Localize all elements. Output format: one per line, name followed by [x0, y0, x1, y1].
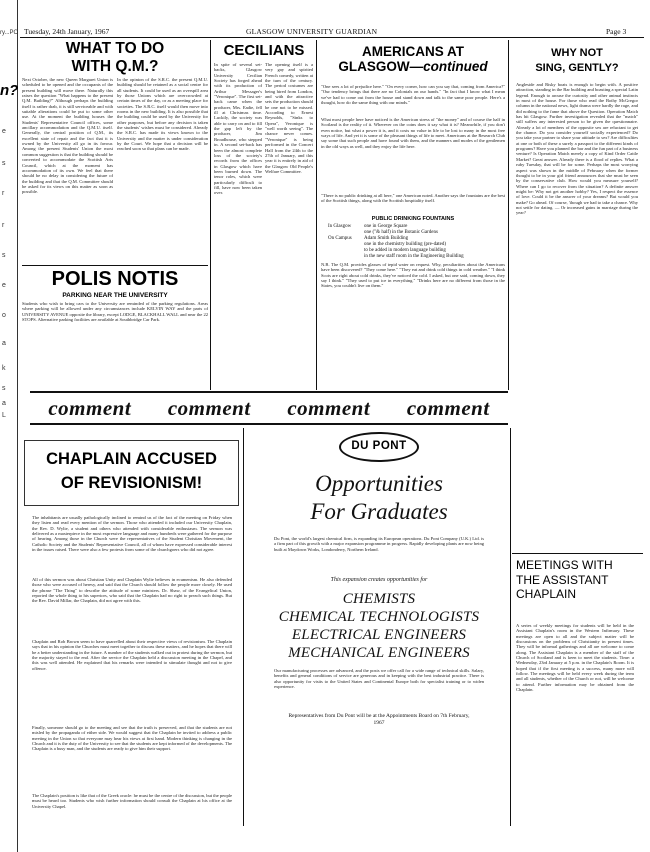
fragment-text: s: [2, 385, 6, 392]
column-rule: [510, 428, 511, 826]
fountain-detail: Adam Smith Building: [364, 236, 409, 241]
cecilians-col1: In spite of several set-backs, Glasgow University Cecilian Society has forged ahead with its production of Arthur Messager's "Veronique". The first set-back came when the producer, Mrs. Eadie, fell ill at Christmas time. Luckily, the society was able to carry on and to fill the gap left by the producer, Jim Broadhouse, who stepped in. A second set-back has been the almost complete loss of the society's records from the offices in Glasgow which have been burned down. The tenor roles, which were particularly difficult to fill, have now been taken over.: [214, 62, 262, 196]
cecilians-col2: The opening itself is a very gay and spirited French comedy, written at the turn of the century. The period costumes are being hired from London, and with the attractive sets the production should be one not to be missed. According to Ernest Reynolds, "Sinks to Opera", Veronique is "well worth seeing". The chance never comes. "Veronique" is being performed in the Concert Hall from the 24th to the 27th of January, and this year it is entirely in aid of the Glasgow Old People's Welfare Committee.: [265, 62, 313, 174]
fragment-text: n?: [0, 82, 19, 99]
column-rule: [316, 40, 317, 390]
dupont-title-line1: Opportunities: [315, 471, 443, 496]
americans-headline-continued: —continued: [409, 59, 488, 74]
americans-para3: "There is no public drinking at all here," one American noted. Another says the fountains are the best of the Scottish things, along with the Scottish hospitality itself.: [321, 193, 505, 204]
qmu-headline: [22, 40, 208, 76]
why-not-headline: [511, 46, 643, 76]
column-rule: [243, 428, 244, 826]
fragment-text: s: [2, 252, 6, 259]
dupont-title: [256, 470, 502, 526]
column-rule: [210, 40, 211, 390]
fountain-row: [328, 254, 503, 260]
qmu-col2: In the opinion of the S.R.C. the present Q.M.U. building should be retained as a social centre for all students. It could be used as an overspill area by those Unions which are overcrowded at certain times of the day, or as a meeting place for societies. The S.R.C. itself would then move into rooms in the new building. It is also possible that the building could be used by the University for other purposes, but before any decision is taken the students' wishes must be considered. Already the S.R.C. has made its views known to the University and the matter is under consideration by the Court. We hope that a decision will be reached soon so that plans can be made.: [117, 77, 208, 152]
meetings-rule: [512, 553, 643, 554]
dupont-ad: [256, 430, 502, 825]
masthead-title: GLASGOW UNIVERSITY GUARDIAN: [246, 27, 378, 36]
fragment-text: ry...PO: [0, 30, 19, 36]
fragment-text: a: [2, 340, 6, 347]
comment-word: comment: [167, 395, 251, 420]
fountain-detail: to be added in modern language building: [364, 248, 446, 253]
chaplain-para3: Chaplain and Rob Brown seem to have quarrelled about their respective views of revisionism. The Chaplain says that in his opinion the Churches must meet together to discuss these matters, and he hopes that there will be a better understanding in the future. A number of the students walked out in protest during the sermon, but the majority stayed to the end. After the service the Chaplain held a discussion meeting in the Chapel, and this was well attended. He explained that his remarks were intended to stimulate thought and not to give offence.: [32, 639, 232, 671]
americans-para4: N.B. The Q.M. provides glasses of tepid water on request. Why, peculiarities about the Americans have been discovered? "They come here." "They eat and drink cold things in cold weather." "I think Scots are right about cold drinks, they've noticed the cold. I asked, but one said, coming down, they say I think." "They used to put ice in everything." "Drinks here are no different from those in the States, you couldn't live on them.": [321, 262, 505, 289]
fragment-text: e: [2, 128, 6, 135]
americans-headline-line2: [318, 59, 508, 74]
dupont-logo-text: DU PONT: [351, 440, 407, 452]
why-not-headline-line1: WHY NOT: [551, 47, 603, 59]
comment-banner: [30, 395, 508, 421]
masthead-page: Page 3: [606, 27, 627, 36]
meetings-body: A series of weekly meetings for students will be held in the Assistant Chaplain's room in the Western Infirmary. These meetings are open to all and the subject matter will be discussions on the problems of Christianity in present times. They will be informal gatherings and all are welcome to come along. The Assistant Chaplain is a member of the staff of the Church of Scotland and is keen to meet the students. Time: a Wednesday, 23rd January at 5 p.m. in the Chaplain's Room. It is hoped that if the first meeting is a success, many more will follow. The meetings will be held every week during the term and all students, whether of the Church or not, will be welcome to attend. Further information may be obtained from the Chaplain.: [516, 623, 634, 693]
americans-headline-line1: AMERICANS AT: [362, 44, 464, 59]
chaplain-para5: The Chaplain's position is like that of the Greek oracle: he must be the centre of the discussion, but the people must be heard too. Students who wish further information should consult the Chaplain at his office at the University Chapel.: [32, 793, 232, 809]
americans-para1: "One sees a lot of prejudice here." "On every corner, how can you say that, coming from America?" "Our tendency brings that there are no Colonials on our hands." "In fact that I know what I mean we've had to come out from the house and stand down and talk to the same poor people. Here's a thought, how do the same thing with our minds.": [321, 84, 505, 106]
fragment-text: r: [2, 190, 5, 197]
polis-subhead: PARKING NEAR THE UNIVERSITY: [62, 292, 168, 299]
fountains-list: [328, 224, 503, 260]
americans-para2: What most people here have noticed is the American stress of "the money" and of course the half in Scotland is the reality of it. Wherever on the coins does it say what it is? Meanwhile, if you don't even notice, but what a power it is, and it costs no value in life to be lost to many in the most free ways of life. And yet it is some of the pleasant things of life to meet. Americans at the Research Club say some that such people and have found with them, and the manners and modes of the gentlemen in the old ways as well, and they enjoy the life here.: [321, 117, 505, 149]
fountain-detail: one in the chemistry building (pre-dated): [364, 242, 447, 247]
qmu-col1: Next October, the new Queen Margaret Union is scheduled to be opened and the occupants of the present building will move there. Naturally this raises the question "What happens to the present Q.M. Building?" Although perhaps the building itself is rather drab, it is still serviceable and with suitable alterations could be put to some other use. At the moment the building houses the Students' Representative Council offices, some ancillary accommodation and the Q.M.U. itself. Generally, the central position of Q.M., its excellent state of repair and the fact that it is owned by the University all go in its favour. Among the present Students' Union the most common suggestion is that the building should be converted to accommodate the Scottish Arts Council, which at the moment has accommodation of its own. We feel that there should be no delay in considering the future of the building and that the Q.M. Committee should be asked for its views on this matter as soon as possible.: [22, 77, 113, 195]
why-not-headline-line2: SING, GENTLY?: [535, 62, 619, 74]
fountain-place: In Glasgow: [328, 224, 352, 229]
discipline-item: CHEMISTS: [342, 591, 416, 607]
dupont-logo: [339, 432, 419, 462]
fragment-text: a: [2, 400, 6, 407]
dupont-subhead: This expansion creates opportunities for: [330, 577, 428, 583]
comment-rule-bottom: [30, 423, 508, 425]
chaplain-headline-line2: OF REVISIONISM!: [60, 474, 203, 492]
fountain-detail: one ("& half) in the Botanic Gardens: [364, 230, 438, 235]
fragment-text: r: [2, 222, 5, 229]
fragment-text: k: [2, 365, 6, 372]
meetings-headline: MEETINGS WITH THE ASSISTANT CHAPLAIN: [516, 558, 613, 601]
comment-word: comment: [406, 395, 490, 420]
dupont-intro: Du Pont, the world's largest chemical firm, is expanding its European operations. Du Pont Company (U.K.) Ltd. is a firm part of this growth with a major expansion programme in progress. Rapidly developing plants are now being built at Maydown Works, Londonderry, Northern Ireland.: [274, 536, 484, 552]
fragment-text: L: [2, 412, 6, 419]
left-page-fragment: [0, 0, 18, 852]
section-divider: [22, 265, 208, 266]
dupont-disciplines: [256, 590, 502, 662]
cecilians-headline: CECILIANS: [223, 42, 305, 59]
chaplain-headline-line1: CHAPLAIN ACCUSED: [46, 450, 217, 468]
dupont-body: Our manufacturing processes are advanced, and the posts we offer call for a wide range of technical skills. Salary, benefits and general conditions of service are generous and in keeping with the best industrial practice. There is also opportunity for visits to the United States and Continental Europe both for specialist training or to widen experience.: [274, 668, 484, 690]
fountains-title: PUBLIC DRINKING FOUNTAINS: [371, 216, 455, 222]
masthead-rule: [20, 37, 644, 38]
why-not-body: Angleside and Risky boats is enough to begin with. A positive attraction, standing in the Bar building and boasting a special Latin legend. Enough to arouse the curiosity and other animal instincts in most of the house. For those who read the Bothy McGregor column in the national news, light drama were hardly the rage, and did nothing to the fame that above the Question. Operation Match has hit Glasgow. Further investigation revealed that the "match" still suffers any interested person to be given the questionnaire. Already a lot of members of the opposite sex are reluctant to get the chance. Do you consider yourself socially experienced? Do you take your partner to share your attitude to sex? Are difficulties at one or both of these a surely a passport to the different kinds of programs? Have you planned the bar and the fun part of a business venture? Is Operation Match merely a copy of Kind Order Cattle Market? Great answer. Already there is a flood of replies. What a ruby Tuesday, that will be for some. Perhaps the most worrying aspect was shown in the middle of February when the former thought to be in your girl friend announces that she must be seen by the conservative club. How would you measure yourself? Where can I go to recover from the situation? A definite answer might be: Why not get another hobby? Yes, I respect the essence of love. Could it be the answer of your dreams? But would you make? Go ahead. Of course, 'though we had to take a chance. Why not settle for dating. — Or increased gains in marriage during the year?: [516, 82, 638, 216]
polis-headline: POLIS NOTIS: [51, 268, 179, 290]
fountain-place: On Campus: [328, 236, 352, 241]
polis-body: Students who wish to bring cars to the University are reminded of the parking regulations. Areas where parking will be allowed under any circumstances include KELVIN WAY and the parts of UNIVERSITY AVENUE opposite the library, except LODGE, BLACKHALL WALL and near the 22 STOPS. Alternative parking facilities are available at Southbridge Car Park.: [22, 301, 208, 323]
americans-headline-glasgow: GLASGOW: [338, 59, 410, 74]
chaplain-para1: The inhabitants are usually pathologically inclined to remind us of the fact of the meeting on Friday when they listen and read every mention of the sermon. Those who attended it included our University Chaplain, the Rev. D. Wylie, a student and others who attended with considerable enthusiasm. The sermon was delivered as a masterpiece in the most expressive language and many hundreds were gathered for the purpose of hearing. Among those in the Church were the representatives of the Student Christian Movement, the Catholic Society and the Students' Representative Council, all of whom have expressed considerable interest in the issues raised. There were also a few protests from some of the churchgoers who did not agree.: [32, 515, 232, 553]
column-rule: [508, 40, 509, 390]
qmu-headline-line2: WITH Q.M.?: [71, 58, 159, 75]
chaplain-para4: Finally, someone should go to the meeting and see that the truth is preserved, and that the students are not misled by the propaganda of either side. We would suggest that the Chaplain be invited to address a public meeting in the Union so that everyone may hear his views at first hand. Modern thinking is changing in the Church and it is the duty of the University to see that the students are kept informed of the developments. The Chaplain is a busy man, and the students are ready to give him their support.: [32, 725, 232, 752]
discipline-item: ELECTRICAL ENGINEERS: [291, 627, 467, 643]
fragment-text: o: [2, 312, 6, 319]
qmu-headline-line1: WHAT TO DO: [65, 40, 165, 57]
dupont-title-line2: For Graduates: [310, 499, 448, 524]
masthead-date: Tuesday, 24th January, 1967: [24, 27, 110, 36]
fragment-text: s: [2, 160, 6, 167]
dupont-footer: Representatives from Du Pont will be at the Appointments Board on 7th February, 1967: [288, 713, 470, 726]
chaplain-headline-box: [24, 440, 239, 506]
comment-word: comment: [48, 395, 132, 420]
discipline-item: MECHANICAL ENGINEERS: [288, 645, 470, 661]
fountain-detail: one in George Square: [364, 224, 408, 229]
fountain-detail: in the new staff room in the Engineering Building: [364, 254, 464, 259]
fragment-text: e: [2, 282, 6, 289]
americans-headline: [318, 44, 508, 74]
discipline-item: CHEMICAL TECHNOLOGISTS: [278, 609, 480, 625]
comment-word: comment: [287, 395, 371, 420]
comment-rule-top: [30, 391, 508, 393]
chaplain-para2: All of this sermon was about Christian Unity and Chaplain Wylie believes in ecumenism. He also defended those who were accused of heresy, and said that the Church should follow the people more closely. He used the phrase "The Thing" to describe the attitude of some ministers. Dr. Shaw, of the Evangelical Union, reported the whole thing to his superiors, who said that the Chaplain had no right to preach such things. But the Rev. David Millar, the Chaplain, did not agree with this.: [32, 577, 232, 604]
